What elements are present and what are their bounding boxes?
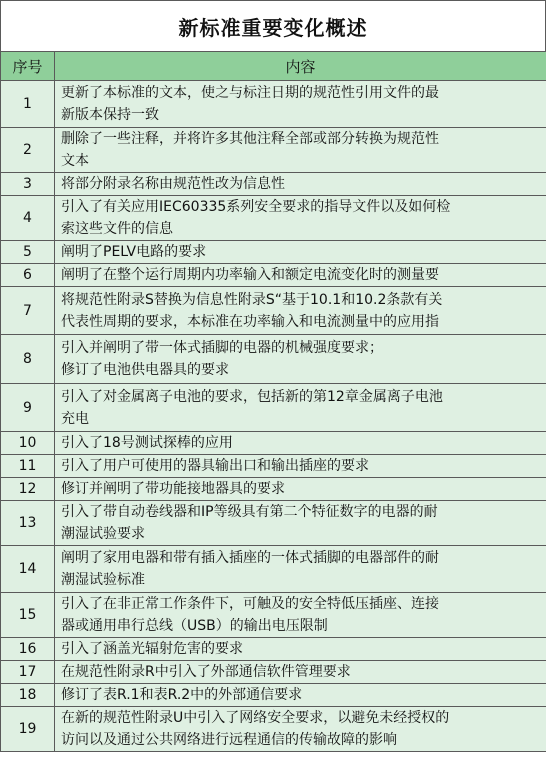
row-content — [55, 478, 546, 501]
row-number: 3 — [1, 173, 55, 196]
table-row — [1, 196, 546, 241]
table-header-row — [1, 52, 546, 81]
row-content-line: 引入了带自动卷线器和IP等级具有第二个特征数字的电器的耐 — [61, 504, 438, 520]
table-row — [1, 707, 546, 752]
row-content — [55, 638, 546, 661]
table-body — [1, 81, 546, 752]
table-row — [1, 638, 546, 661]
row-content-line: 潮湿试验标准 — [61, 572, 145, 588]
row-content — [55, 593, 546, 638]
row-content — [55, 196, 546, 241]
row-number: 16 — [1, 638, 55, 661]
row-content — [55, 264, 546, 287]
table-row — [1, 593, 546, 638]
row-content-line: 潮湿试验要求 — [61, 526, 145, 542]
row-content-line: 在新的规范性附录U中引入了网络安全要求，以避免未经授权的 — [61, 710, 450, 726]
row-number: 12 — [1, 478, 55, 501]
row-content-line: 更新了本标准的文本，使之与标注日期的规范性引用文件的最 — [61, 85, 439, 101]
table-row — [1, 661, 546, 684]
row-number: 1 — [1, 81, 55, 128]
row-content-line: 阐明了PELV电路的要求 — [61, 244, 207, 260]
row-number: 14 — [1, 546, 55, 593]
row-content-line: 文本 — [61, 153, 89, 169]
row-content — [55, 128, 546, 173]
row-content — [55, 384, 546, 432]
row-number: 17 — [1, 661, 55, 684]
row-content-line: 修订并阐明了带功能接地器具的要求 — [61, 481, 285, 497]
row-content-line: 引入了用户可使用的器具输出口和输出插座的要求 — [61, 458, 369, 474]
row-content-line: 引入了18号测试探棒的应用 — [61, 435, 233, 451]
changes-table — [0, 51, 546, 752]
row-content — [55, 81, 546, 128]
row-content — [55, 707, 546, 752]
table-row — [1, 432, 546, 455]
row-content-line: 将规范性附录S替换为信息性附录S“基于10.1和10.2条款有关 — [61, 291, 443, 308]
row-content-line: 阐明了家用电器和带有插入插座的一体式插脚的电器部件的耐 — [61, 550, 439, 566]
row-content — [55, 455, 546, 478]
column-header-num: 序号 — [1, 52, 55, 81]
table-row — [1, 455, 546, 478]
table-row — [1, 173, 546, 196]
row-content — [55, 432, 546, 455]
row-content-line: 引入了涵盖光辐射危害的要求 — [61, 641, 243, 657]
row-number: 10 — [1, 432, 55, 455]
table-row — [1, 384, 546, 432]
column-header-content: 内容 — [55, 52, 546, 81]
row-number: 5 — [1, 241, 55, 264]
row-content-line: 将部分附录名称由规范性改为信息性 — [61, 176, 285, 192]
table-row — [1, 478, 546, 501]
row-content-line: 索这些文件的信息 — [61, 221, 173, 237]
row-content-line: 引入了对金属离子电池的要求，包括新的第12章金属离子电池 — [61, 388, 443, 405]
row-number: 9 — [1, 384, 55, 432]
document-title: 新标准重要变化概述 — [0, 0, 546, 52]
row-content — [55, 684, 546, 707]
row-content-line: 访问以及通过公共网络进行远程通信的传输故障的影响 — [61, 732, 397, 748]
table-row — [1, 335, 546, 384]
row-content-line: 引入并阐明了带一体式插脚的电器的机械强度要求； — [61, 340, 383, 356]
row-content — [55, 661, 546, 684]
row-content-line: 充电 — [61, 410, 89, 427]
row-content-line: 阐明了在整个运行周期内功率输入和额定电流变化时的测量要 — [61, 267, 439, 283]
row-content-line: 代表性周期的要求，本标准在功率输入和电流测量中的应用指 — [61, 313, 439, 330]
row-content-line: 引入了有关应用IEC60335系列安全要求的指导文件以及如何检 — [61, 199, 451, 215]
row-content-line: 新版本保持一致 — [61, 107, 159, 123]
row-number: 15 — [1, 593, 55, 638]
row-number: 7 — [1, 287, 55, 335]
table-row — [1, 501, 546, 546]
row-number: 2 — [1, 128, 55, 173]
table-row — [1, 546, 546, 593]
table-row — [1, 287, 546, 335]
row-content — [55, 287, 546, 335]
row-number: 8 — [1, 335, 55, 384]
row-number: 11 — [1, 455, 55, 478]
row-number: 19 — [1, 707, 55, 752]
row-content — [55, 241, 546, 264]
row-number: 13 — [1, 501, 55, 546]
row-content — [55, 501, 546, 546]
row-content — [55, 335, 546, 384]
row-content-line: 修订了表R.1和表R.2中的外部通信要求 — [61, 687, 303, 703]
row-content — [55, 546, 546, 593]
table-row — [1, 128, 546, 173]
row-content — [55, 173, 546, 196]
row-content-line: 引入了在非正常工作条件下，可触及的安全特低压插座、连接 — [61, 596, 439, 612]
row-number: 18 — [1, 684, 55, 707]
table-row — [1, 684, 546, 707]
row-number: 4 — [1, 196, 55, 241]
table-row — [1, 241, 546, 264]
row-content-line: 器或通用串行总线（USB）的输出电压限制 — [61, 618, 328, 634]
row-content-line: 修订了电池供电器具的要求 — [61, 362, 229, 378]
table-row — [1, 264, 546, 287]
table-row — [1, 81, 546, 128]
row-content-line: 在规范性附录R中引入了外部通信软件管理要求 — [61, 664, 351, 680]
row-number: 6 — [1, 264, 55, 287]
row-content-line: 删除了一些注释，并将许多其他注释全部或部分转换为规范性 — [61, 131, 439, 147]
